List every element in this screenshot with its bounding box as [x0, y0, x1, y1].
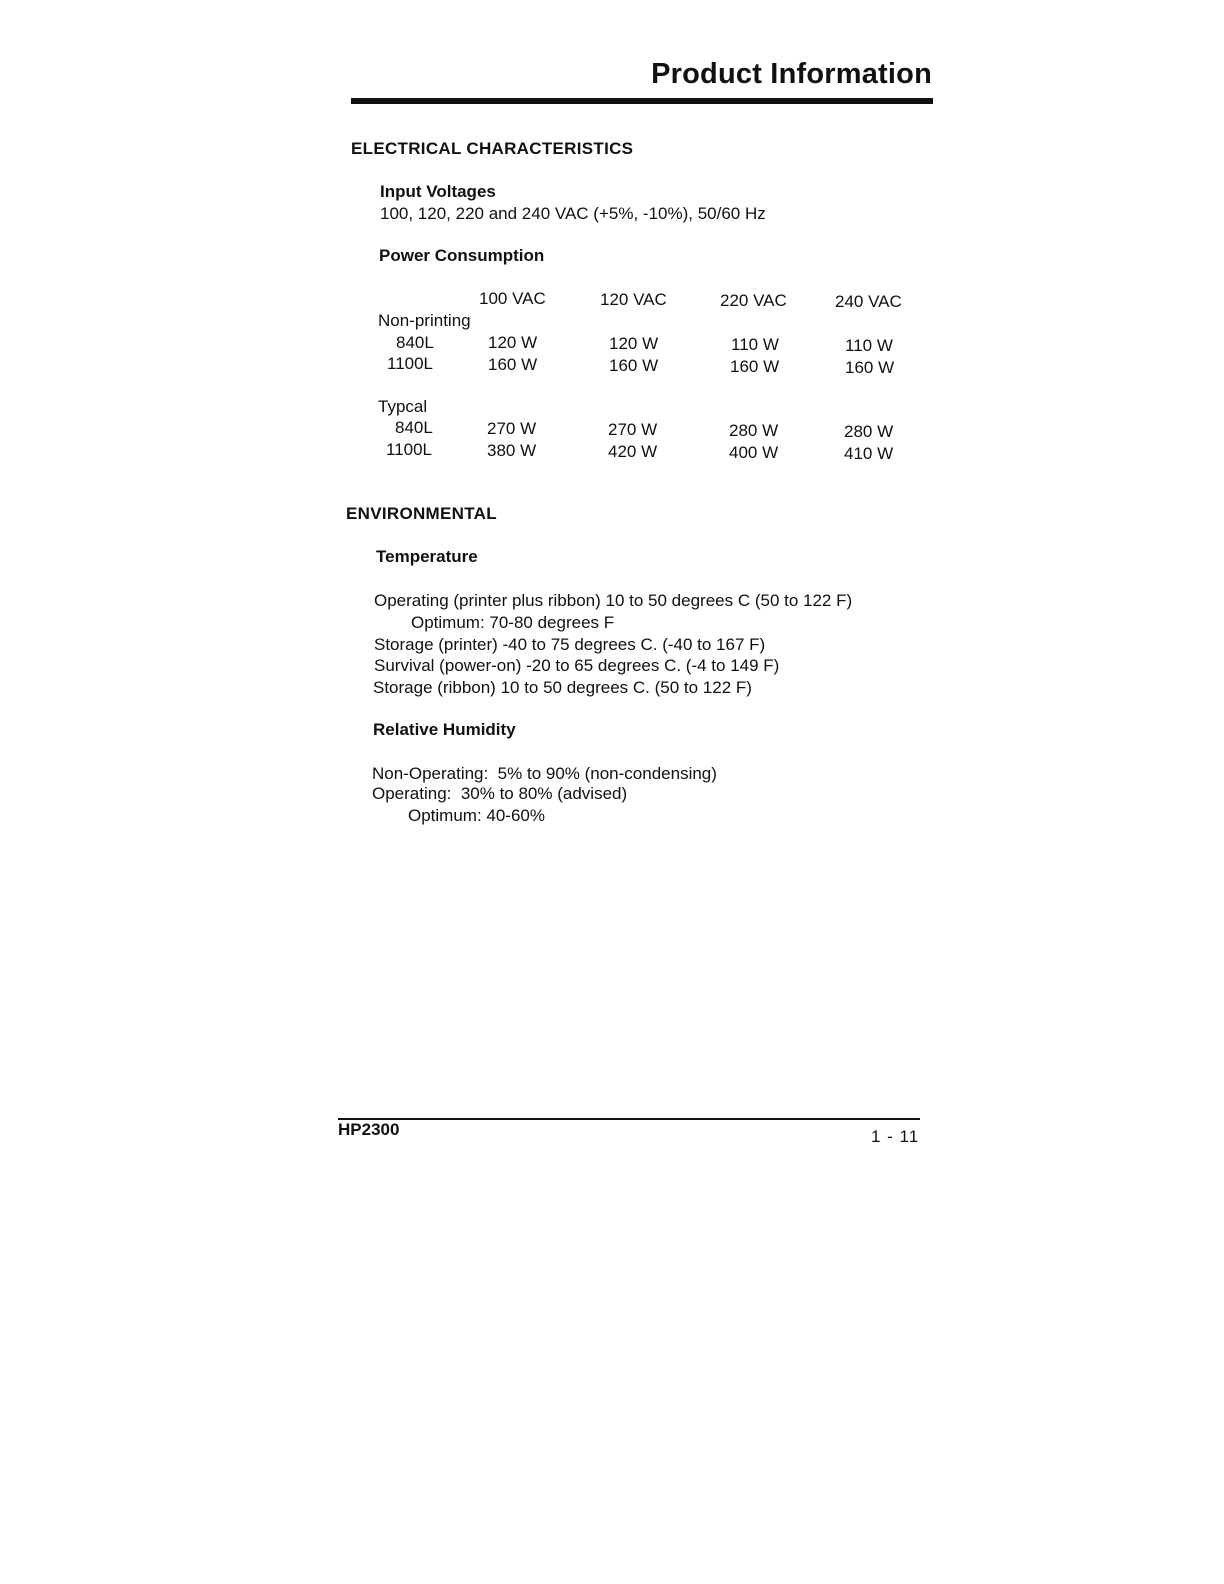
table-cell: 160 W — [488, 355, 538, 374]
table-cell: 160 W — [845, 358, 895, 377]
humidity-label: Relative Humidity — [373, 720, 516, 739]
footer-model: HP2300 — [338, 1120, 400, 1139]
column-header: 100 VAC — [479, 289, 546, 308]
table-cell: 280 W — [729, 421, 779, 440]
table-cell: 280 W — [844, 422, 894, 441]
table-cell: 420 W — [608, 442, 658, 461]
table-cell: 400 W — [729, 443, 779, 462]
table-cell: 410 W — [844, 444, 894, 463]
row-model: 840L — [396, 333, 434, 352]
column-header: 120 VAC — [600, 290, 667, 309]
input-voltages-label: Input Voltages — [380, 182, 496, 201]
title-rule — [351, 98, 933, 104]
table-cell: 270 W — [608, 420, 658, 439]
group-label: Typcal — [378, 397, 428, 416]
table-cell: 380 W — [487, 441, 537, 460]
row-model: 840L — [395, 418, 433, 437]
temperature-line: Operating (printer plus ribbon) 10 to 50 degrees C (50 to 122 F) — [374, 591, 853, 610]
group-label: Non-printing — [378, 311, 471, 330]
table-cell: 110 W — [845, 336, 893, 355]
section-heading-environmental: ENVIRONMENTAL — [346, 504, 497, 523]
page-title: Product Information — [651, 58, 932, 90]
input-voltages-text: 100, 120, 220 and 240 VAC (+5%, -10%), 50/60 Hz — [380, 204, 766, 223]
temperature-line: Storage (ribbon) 10 to 50 degrees C. (50 to 122 F) — [373, 678, 752, 697]
temperature-line: Survival (power-on) -20 to 65 degrees C. (-4 to 149 F) — [374, 656, 780, 675]
table-cell: 120 W — [609, 334, 659, 353]
table-cell: 160 W — [730, 357, 780, 376]
table-cell: 160 W — [609, 356, 659, 375]
column-header: 220 VAC — [720, 291, 787, 310]
table-cell: 120 W — [488, 333, 538, 352]
row-model: 1100L — [387, 354, 434, 373]
footer-rule — [338, 1118, 920, 1120]
row-model: 1100L — [386, 440, 433, 459]
humidity-line: Non-Operating: 5% to 90% (non-condensing) — [372, 764, 717, 783]
temperature-line: Storage (printer) -40 to 75 degrees C. (-40 to 167 F) — [374, 635, 766, 654]
table-cell: 270 W — [487, 419, 537, 438]
power-consumption-label: Power Consumption — [379, 246, 545, 265]
column-header: 240 VAC — [835, 292, 902, 311]
temperature-line: Optimum: 70-80 degrees F — [411, 613, 615, 632]
humidity-line: Optimum: 40-60% — [408, 806, 545, 825]
humidity-line: Operating: 30% to 80% (advised) — [372, 784, 628, 803]
table-cell: 110 W — [731, 335, 779, 354]
page-number: 1 - 11 — [871, 1127, 920, 1146]
temperature-label: Temperature — [376, 547, 478, 566]
section-heading-electrical: ELECTRICAL CHARACTERISTICS — [351, 139, 634, 158]
